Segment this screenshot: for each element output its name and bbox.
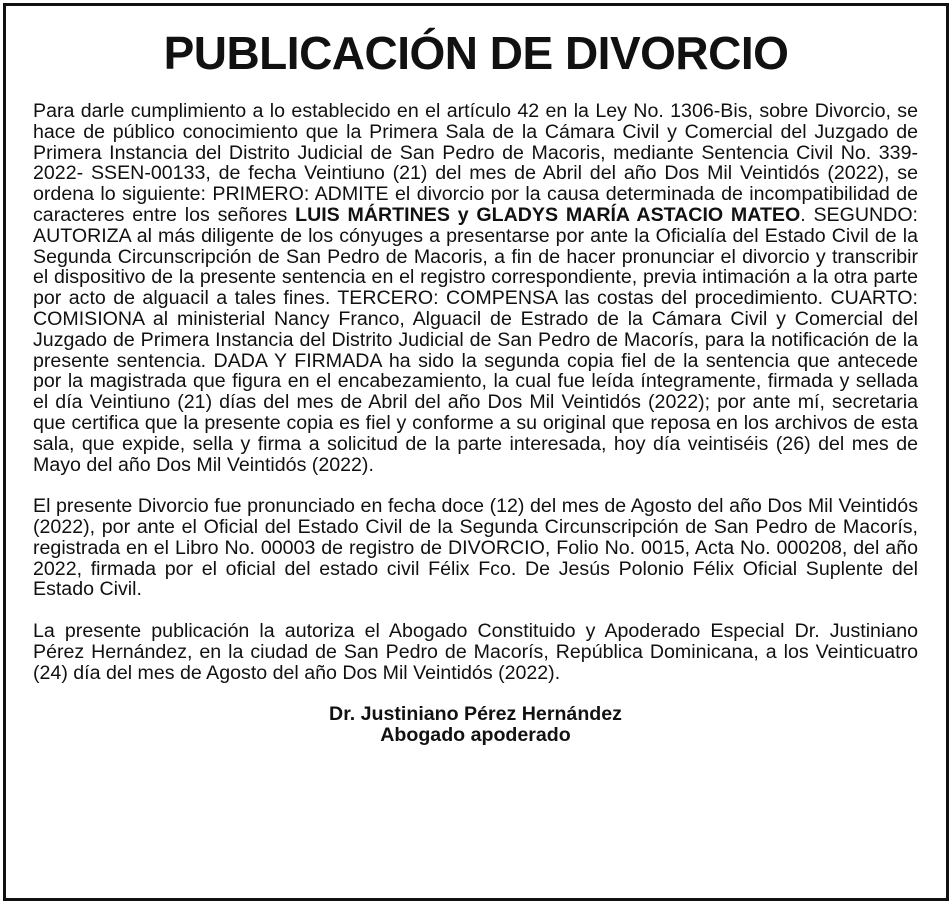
signature-role: Abogado apoderado: [380, 723, 571, 746]
signature-block: [33, 704, 918, 746]
paragraph-sentence-intro: Para darle cumplimiento a lo establecido en el artículo 42 en la Ley No. 1306-Bis, sobre Divorcio, se hace de público conocimiento que la Primera Sala de la Cámara Civil y Comercial del Juzgado de Primera Instancia del Distrito Judicial de San Pedro de Macoris, mediante Sentencia Civil No. 339-2022- SSEN-00133, de fecha Veintiuno (21) del mes de Abril del año Dos Mil Veintidós (2022), se ordena lo siguiente: PRIMERO: ADMITE el divorcio por la causa determinada de incompatibilidad de caracteres entre los señores: [33, 100, 918, 226]
paragraph-pronouncement: El presente Divorcio fue pronunciado en fecha doce (12) del mes de Agosto del año Dos Mil Veintidós (2022), por ante el Oficial del Estado Civil de la Segunda Circunscripción de San Pedro de Macorís, registrada en el Libro No. 00003 de registro de DIVORCIO, Folio No. 0015, Acta No. 000208, del año 2022, firmada por el oficial del estado civil Félix Fco. De Jesús Polonio Félix Oficial Suplente del Estado Civil.: [33, 495, 918, 601]
notice-title: PUBLICACIÓN DE DIVORCIO: [163, 27, 789, 79]
paragraph-sentence-rest: . SEGUNDO: AUTORIZA al más diligente de los cónyuges a presentarse por ante la Oficialía del Estado Civil de la Segunda Circunscripción de San Pedro de Macoris, a fin de hacer pronunciar el divorcio y transcribir el dispositivo de la presente sentencia en el registro correspondiente, previa intimación a la otra parte por acto de alguacil a tales fines. TERCERO: COMPENSA las costas del procedimiento. CUARTO: COMISIONA al ministerial Nancy Franco, Alguacil de Estrado de la Cámara Civil y Comercial del Juzgado de Primera Instancia del Distrito Judicial de San Pedro de Macorís, para la notificación de la presente sentencia. DADA Y FIRMADA ha sido la segunda copia fiel de la sentencia que antecede por la magistrada que figura en el encabezamiento, la cual fue leída íntegramente, firmada y sellada el día Veintiuno (21) días del mes de Abril del año Dos Mil Veintidós (2022); por ante mí, secretaria que certifica que la presente copia es fiel y conforme a su original que reposa en los archivos de esta sala, que expide, sella y firma a solicitud de la parte interesada, hoy día veintiséis (26) del mes de Mayo del año Dos Mil Veintidós (2022).: [33, 203, 918, 476]
notice-frame: [3, 3, 949, 901]
paragraph-authorization: La presente publicación la autoriza el Abogado Constituido y Apoderado Especial Dr. Justiniano Pérez Hernández, en la ciudad de San Pedro de Macorís, República Dominicana, a los Veinticuatro (24) día del mes de Agosto del año Dos Mil Veintidós (2022).: [33, 619, 918, 684]
paragraph-sentence: [33, 101, 918, 475]
signature-name: Dr. Justiniano Pérez Hernández: [329, 703, 622, 726]
spouses-names: LUIS MÁRTINES y GLADYS MARÍA ASTACIO MATEO: [295, 203, 801, 226]
notice-body: [33, 101, 918, 746]
